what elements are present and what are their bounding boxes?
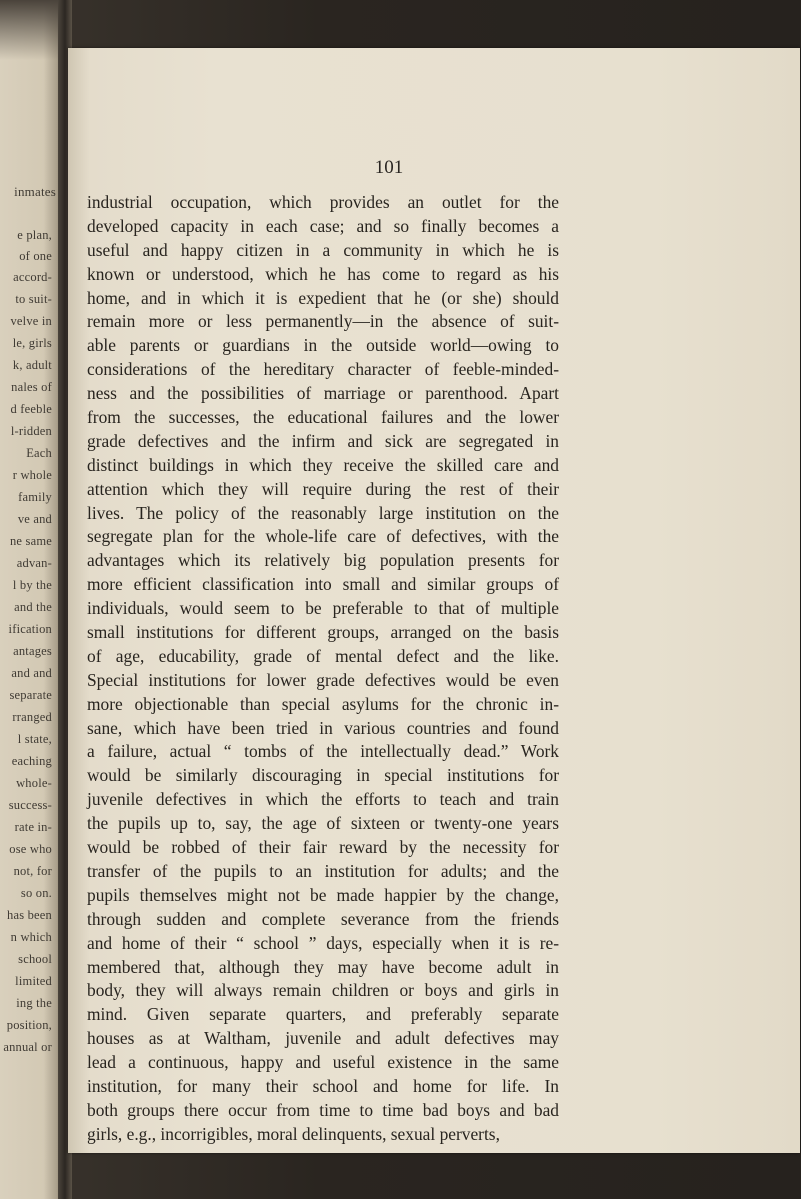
text-line: individuals, would seem to be preferable to that of multiple xyxy=(87,598,559,619)
facing-page-line: rranged xyxy=(12,710,52,724)
text-line: pupils themselves might not be made happier by the change, xyxy=(87,884,559,905)
text-line: considerations of the hereditary character of feeble-minded- xyxy=(87,359,559,380)
facing-page-line: inmates xyxy=(14,184,56,199)
facing-page-line: to suit- xyxy=(15,292,52,306)
body-text xyxy=(87,191,559,1147)
facing-page-line: Each xyxy=(26,446,52,460)
facing-page-line: le, girls xyxy=(12,336,52,350)
facing-page-line: and the xyxy=(14,600,52,614)
facing-page-line: family xyxy=(18,490,52,504)
facing-page-line: eaching xyxy=(11,754,52,768)
facing-page-line: nales of xyxy=(11,380,52,394)
text-line: able parents or guardians in the outside world—owing to xyxy=(87,335,559,356)
text-line: distinct buildings in which they receive the skilled care and xyxy=(87,454,559,475)
facing-page-shadow xyxy=(0,0,62,60)
facing-page-line: advan- xyxy=(16,556,52,570)
facing-page-line: accord- xyxy=(13,270,52,284)
facing-page-line: n which xyxy=(10,930,52,944)
text-line: of age, educability, grade of mental defect and the like. xyxy=(87,645,559,666)
book-page xyxy=(68,48,800,1153)
facing-page-line: position, xyxy=(6,1018,52,1032)
text-line: more efficient classification into small and similar groups of xyxy=(87,574,559,595)
facing-page-line: so on. xyxy=(20,886,52,900)
facing-page-line: school xyxy=(18,952,52,966)
page-number: 101 xyxy=(374,157,404,178)
facing-page-line: l by the xyxy=(12,578,52,592)
text-line: body, they will always remain children or boys and girls in xyxy=(87,980,559,1001)
text-line: transfer of the pupils to an institution for adults; and the xyxy=(87,860,559,881)
text-line: a failure, actual “ tombs of the intellectually dead.” Work xyxy=(87,741,559,762)
text-line: both groups there occur from time to time bad boys and bad xyxy=(87,1099,559,1120)
text-line: advantages which its relatively big population presents for xyxy=(87,550,559,571)
text-line: developed capacity in each case; and so finally becomes a xyxy=(87,215,559,236)
facing-page-line: ification xyxy=(8,622,52,636)
facing-page-line: k, adult xyxy=(12,358,52,372)
facing-page-line: e plan, xyxy=(17,228,52,242)
facing-page-line: success- xyxy=(8,798,52,812)
text-line: would be similarly discouraging in special institutions for xyxy=(87,765,559,786)
text-line: known or understood, which he has come to regard as his xyxy=(87,263,559,284)
text-line: small institutions for different groups, arranged on the basis xyxy=(87,622,559,643)
text-line: grade defectives and the infirm and sick are segregated in xyxy=(87,430,559,451)
facing-page-line: separate xyxy=(9,688,52,702)
facing-page-line: antages xyxy=(13,644,52,658)
text-line: lives. The policy of the reasonably large institution on the xyxy=(87,502,559,523)
text-line: through sudden and complete severance from the friends xyxy=(87,908,559,929)
text-line: ness and the possibilities of marriage or parenthood. Apart xyxy=(87,383,559,404)
facing-page-line: whole- xyxy=(16,776,52,790)
facing-page-line: has been xyxy=(7,908,52,922)
facing-page-line: rate in- xyxy=(14,820,52,834)
facing-page-line: velve in xyxy=(10,314,52,328)
facing-page-line: r whole xyxy=(12,468,52,482)
facing-page-line: ne same xyxy=(9,534,52,548)
text-line: juvenile defectives in which the efforts to teach and train xyxy=(87,789,559,810)
text-line: industrial occupation, which provides an outlet for the xyxy=(87,192,559,212)
text-line: lead a continuous, happy and useful existence in the same xyxy=(87,1052,559,1073)
facing-page-line: ose who xyxy=(9,842,52,856)
facing-page-line: l state, xyxy=(17,732,52,746)
facing-page-edge xyxy=(0,0,62,1199)
facing-page-line: l-ridden xyxy=(10,424,52,438)
text-line: and home of their “ school ” days, especially when it is re- xyxy=(87,932,559,953)
text-line: sane, which have been tried in various countries and found xyxy=(87,717,559,738)
text-line: home, and in which it is expedient that he (or she) should xyxy=(87,287,559,308)
text-line: would be robbed of their fair reward by the necessity for xyxy=(87,837,559,858)
text-line: girls, e.g., incorrigibles, moral delinquents, sexual perverts, xyxy=(87,1123,500,1144)
text-line: membered that, although they may have become adult in xyxy=(87,956,559,977)
facing-page-line: and and xyxy=(11,666,52,680)
text-line: Special institutions for lower grade defectives would be even xyxy=(87,669,559,690)
text-line: institution, for many their school and home for life. In xyxy=(87,1075,559,1096)
facing-page-line: ve and xyxy=(17,512,52,526)
facing-page-line: not, for xyxy=(13,864,52,878)
text-line: the pupils up to, say, the age of sixteen or twenty-one years xyxy=(87,813,559,834)
text-line: remain more or less permanently—in the absence of suit- xyxy=(87,311,559,332)
facing-page-line: ing the xyxy=(16,996,52,1010)
text-line: houses as at Waltham, juvenile and adult defectives may xyxy=(87,1028,559,1049)
text-line: useful and happy citizen in a community in which he is xyxy=(87,239,559,260)
text-line: more objectionable than special asylums for the chronic in- xyxy=(87,693,559,714)
facing-page-line: d feeble xyxy=(10,402,52,416)
text-line: from the successes, the educational failures and the lower xyxy=(87,407,559,428)
text-line: segregate plan for the whole-life care of defectives, with the xyxy=(87,526,559,547)
facing-page-line: limited xyxy=(15,974,52,988)
facing-page-line: annual or xyxy=(3,1040,52,1054)
text-line: attention which they will require during the rest of their xyxy=(87,478,559,499)
facing-page-line: of one xyxy=(19,249,52,263)
text-line: mind. Given separate quarters, and preferably separate xyxy=(87,1004,559,1025)
